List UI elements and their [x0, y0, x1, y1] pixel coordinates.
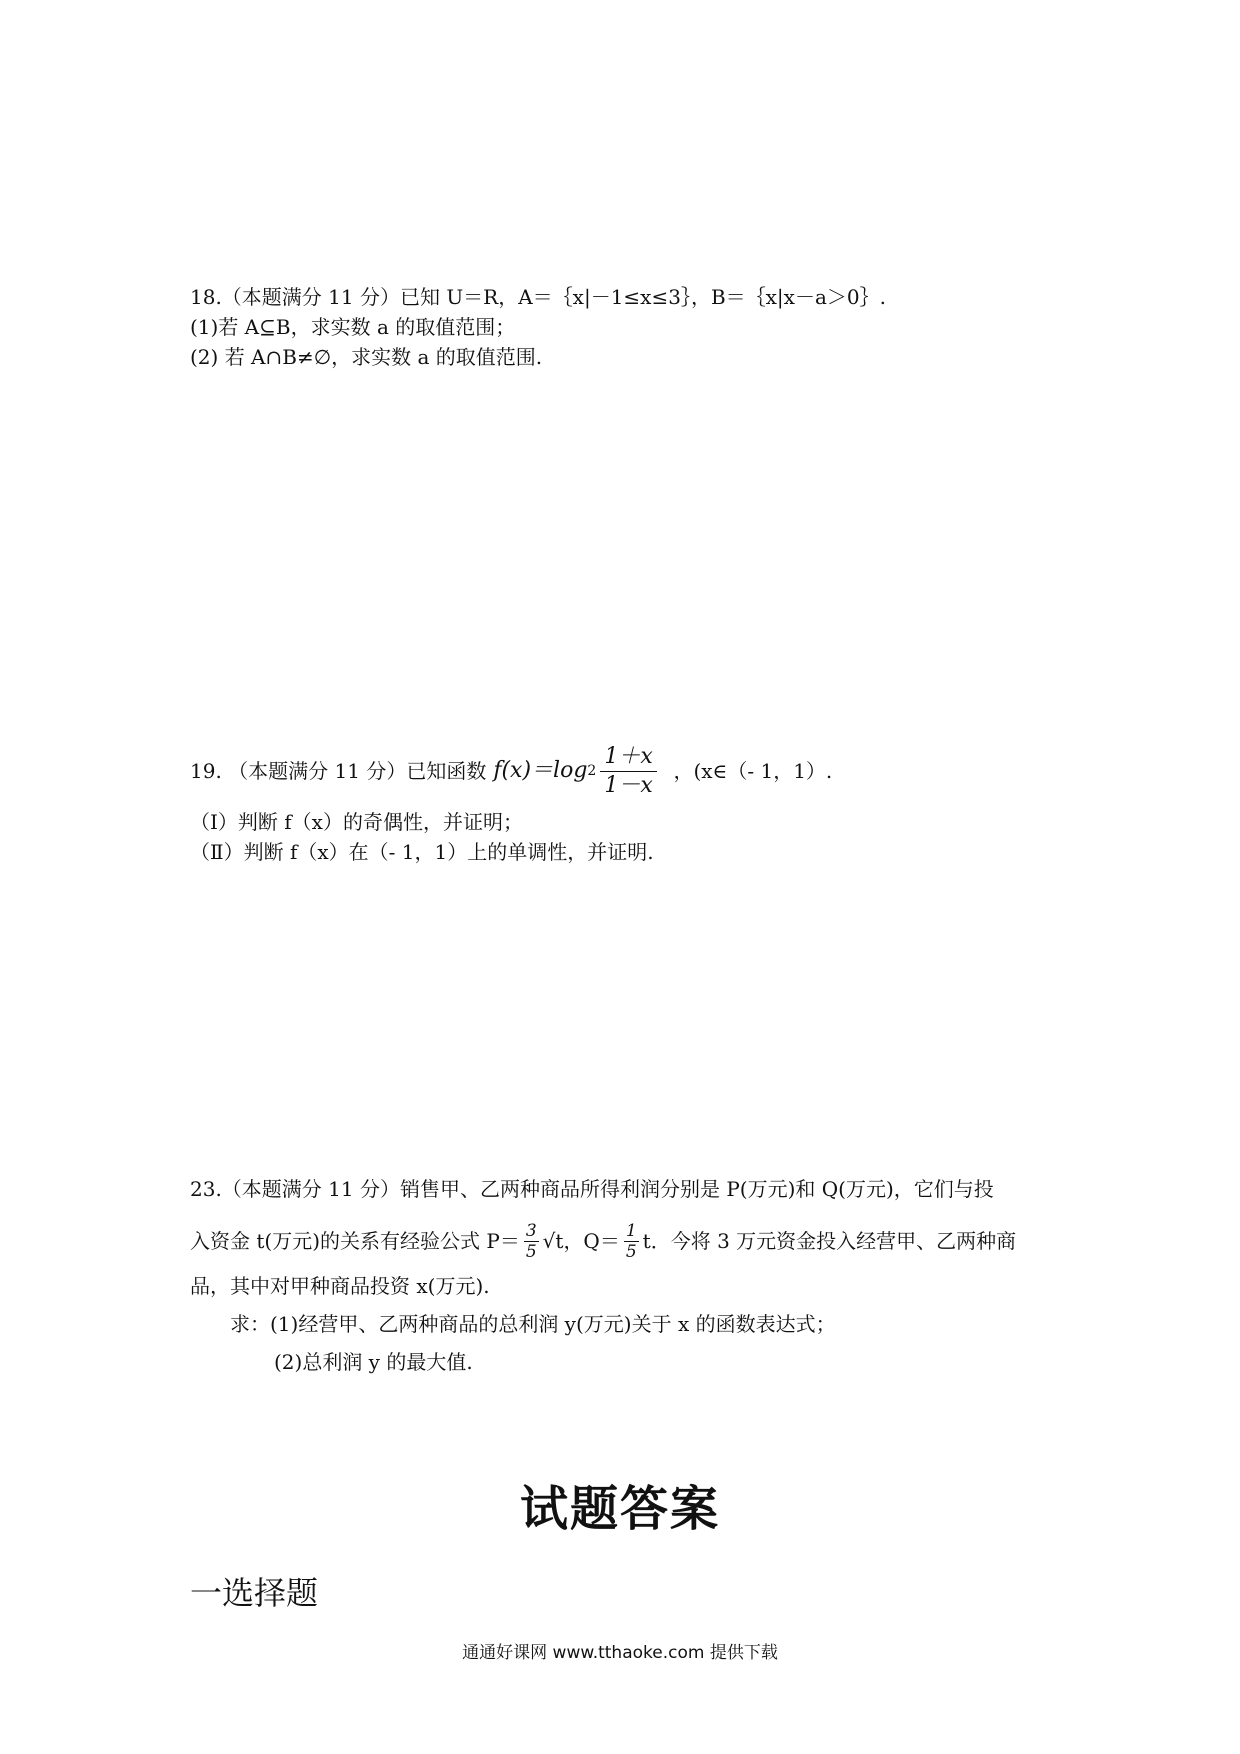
question-19-stem [190, 735, 1070, 807]
question-23 [190, 1163, 1070, 1381]
question-19-domain: ，(x∈（- 1，1）. [673, 759, 833, 783]
question-23-line-2 [190, 1215, 1070, 1267]
q-denominator: 5 [625, 1241, 637, 1262]
function-lhs: f(x)＝log [493, 758, 588, 783]
p-numerator: 3 [525, 1220, 537, 1241]
page-footer: 通通好课网 www.tthaoke.com 提供下载 [462, 1643, 778, 1663]
q-coefficient-fraction [624, 1221, 639, 1262]
fraction-numerator: 1＋x [600, 743, 656, 772]
question-18-stem: 18.（本题满分 11 分）已知 U＝R，A＝｛x|－1≤x≤3｝，B＝｛x|x－a＞0｝. [190, 285, 886, 309]
question-23-ask-1: 求：(1)经营甲、乙两种商品的总利润 y(万元)关于 x 的函数表达式； [230, 1312, 836, 1336]
sqrt-t-text: √t，Q＝ [542, 1229, 620, 1253]
question-23-line-1: 23.（本题满分 11 分）销售甲、乙两种商品所得利润分别是 P(万元)和 Q(万元)，它们与投 [190, 1177, 994, 1201]
log-base: 2 [587, 763, 597, 779]
p-coefficient-fraction [524, 1221, 539, 1262]
answer-section-title: 试题答案 [519, 1481, 720, 1537]
question-23-ask-2: (2)总利润 y 的最大值. [274, 1350, 473, 1374]
log-argument-fraction [600, 743, 656, 800]
question-19-part-1: （Ⅰ）判断 f（x）的奇偶性，并证明； [190, 810, 523, 834]
question-23-line-3: 品，其中对甲种商品投资 x(万元). [190, 1274, 490, 1298]
multiple-choice-heading: 一选择题 [190, 1574, 319, 1612]
question-23-line-2-suffix: t．今将 3 万元资金投入经营甲、乙两种商 [642, 1229, 1017, 1253]
question-19 [190, 735, 1070, 867]
function-formula [486, 743, 660, 800]
question-18-part-2: (2) 若 A∩B≠∅，求实数 a 的取值范围. [190, 345, 543, 369]
question-19-part-2: （Ⅱ）判断 f（x）在（- 1，1）上的单调性，并证明. [190, 840, 654, 864]
fraction-denominator: 1－x [604, 772, 653, 798]
q-numerator: 1 [625, 1220, 637, 1241]
p-denominator: 5 [525, 1241, 537, 1262]
question-19-prefix: 19. （本题满分 11 分）已知函数 [190, 759, 487, 783]
question-23-line-2-prefix: 入资金 t(万元)的关系有经验公式 P＝ [190, 1229, 520, 1253]
question-18-part-1: (1)若 A⊆B，求实数 a 的取值范围； [190, 315, 516, 339]
question-18 [190, 282, 1070, 372]
